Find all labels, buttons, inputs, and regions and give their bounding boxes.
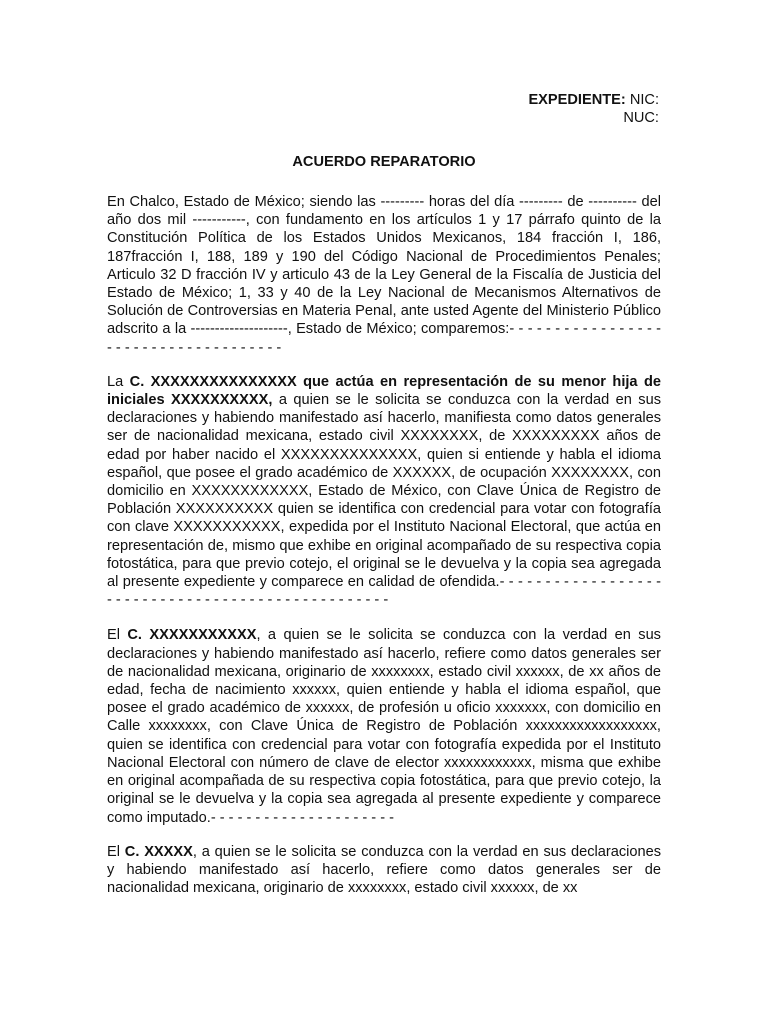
- document-title: ACUERDO REPARATORIO: [292, 154, 476, 170]
- paragraph-body: a quien se le solicita se conduzca con la verdad en sus declaraciones y habiendo manifestado así hacerlo, manifiesta como datos generales ser de nacionalidad mexicana, estado civil XXXXXXXX, de XXXXXXXXX años de edad por haber nacido el XXXXXXXXXXXXXX, quien si entiende y habla el idioma español, que posee el grado académico de XXXXXX, de ocupación XXXXXXXX, con domicilio en XXXXXXXXXXXX, Estado de México, con Clave Única de Registro de Población XXXXXXXXXX quien se identifica con credencial para votar con fotografía con clave XXXXXXXXXXX, expedida por el Instituto Nacional Electoral, que actúa en representación de, mismo que exhibe en original acompañado de su respectiva copia fotostática, para que previo cotejo, el original se le devuelva y la copia sea agregada al presente expediente y comparece en calidad de ofendida.- - - - - - - - - - - - - - - - - - - - - - - - - - - - - - - - - - - - - - - - - - - - - - - - - -: [107, 392, 662, 609]
- paragraph-body: , a quien se le solicita se conduzca con la verdad en sus declaraciones y habiendo manifestado así hacerlo, refiere como datos generales ser de nacionalidad mexicana, originario de xxxxxxxx, estado civil xxxxxx, de xx años de edad, fecha de nacimiento xxxxxx, quien entiende y habla el idioma español, que posee el grado académico de xxxxxx, de profesión u oficio xxxxxxx, con domicilio en Calle xxxxxxxx, con Clave Única de Registro de Población xxxxxxxxxxxxxxxxxx, quien se identifica con credencial para votar con fotografía expedida por el Instituto Nacional Electoral con número de clave de elector xxxxxxxxxxxx, misma que exhibe en original acompañada de su respectiva copia fotostática, para que previo cotejo, la original se le devuelva y la copia sea agregada al presente expediente y comparece como imputado.- - - - - - - - - - - - - - - - - - - - -: [107, 627, 661, 826]
- document-header: [107, 91, 661, 127]
- paragraph-party-name: C. XXXXXXXXXXX: [127, 627, 257, 644]
- paragraph-prefix: El: [107, 627, 128, 644]
- paragraph-third-party: [107, 843, 661, 898]
- paragraph-ofendida: [107, 373, 661, 610]
- paragraph-party-name: C. XXXXXXXXXXXXXXX que actúa en representación de su menor hija de iniciales XXXXXXXXXX,: [107, 373, 661, 409]
- paragraph-body: , a quien se le solicita se conduzca con la verdad en sus declaraciones y habiendo manifestado así hacerlo, refiere como datos generales ser de nacionalidad mexicana, originario de xxxxxxxx, estado civil xxxxxx, de xx: [107, 843, 662, 897]
- nic-label: NIC:: [629, 92, 659, 108]
- expediente-label: EXPEDIENTE:: [528, 92, 626, 108]
- paragraph-imputado: [107, 626, 661, 826]
- expediente-line: [107, 91, 659, 109]
- paragraph-opening: En Chalco, Estado de México; siendo las --------- horas del día --------- de ---------- del año dos mil -----------, con fundamento en los artículos 1 y 17 párrafo quinto de la Constitución Política de los Estados Unidos Mexicanos, 184 fracción I, 186, 187fracción I, 188, 189 y 190 del Código Nacional de Procedimientos Penales; Articulo 32 D fracción IV y articulo 43 de la Ley General de la Fiscalía de Justicia del Estado de México; 1, 33 y 40 de la Ley Nacional de Mecanismos Alternativos de Solución de Controversias en Materia Penal, ante usted Agente del Ministerio Público adscrito a la --------------------, Estado de México; comparemos:- - - - - - - - - - - - - - - - - - - - - - - - - - - - - - - - - - - - -: [107, 194, 661, 356]
- paragraph-prefix: El: [107, 843, 125, 860]
- paragraph-prefix: La: [107, 373, 130, 390]
- nuc-label: NUC:: [623, 110, 659, 126]
- paragraph-party-name: C. XXXXX: [124, 843, 193, 860]
